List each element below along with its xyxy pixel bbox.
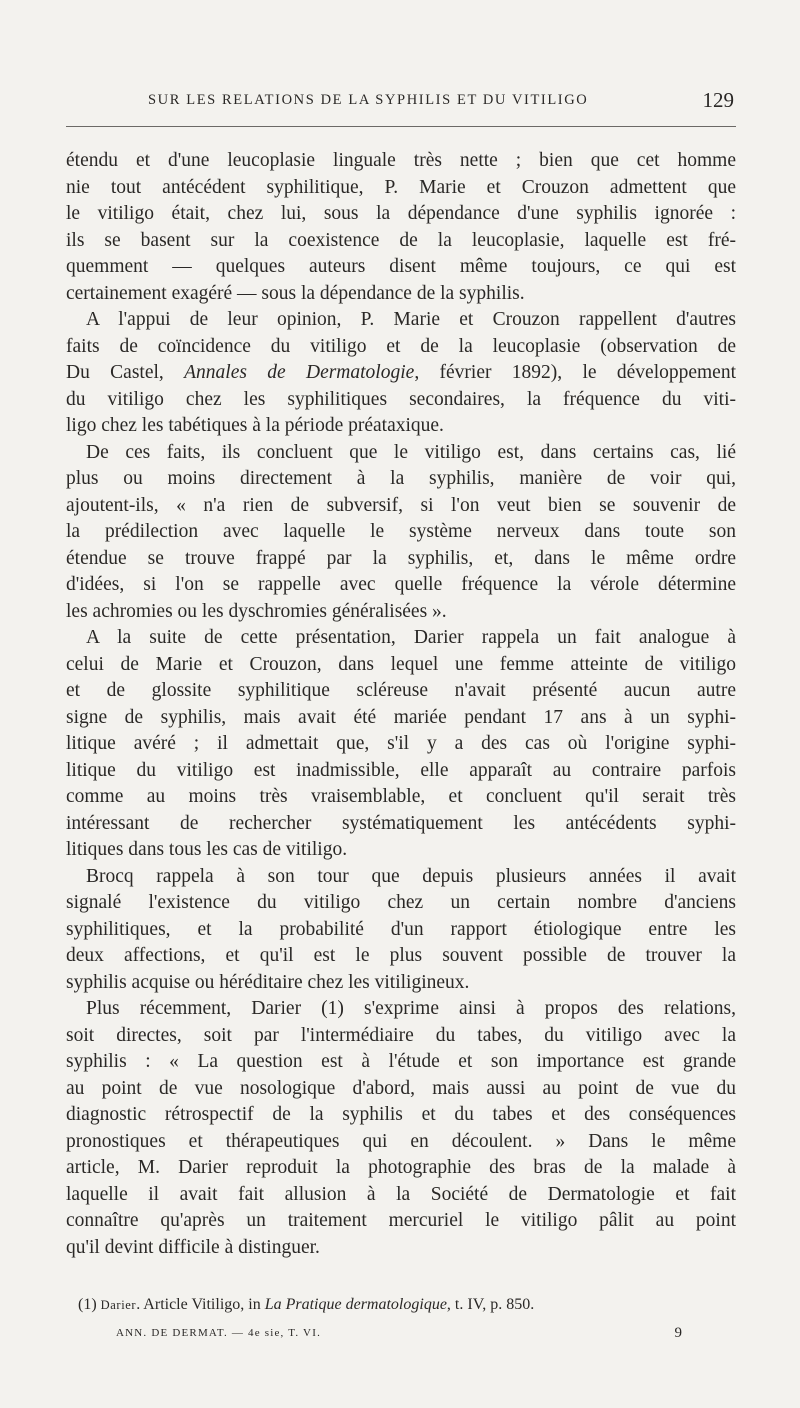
text-line: ils se basent sur la coexistence de la leucoplasie, laquelle est fré- — [66, 229, 736, 251]
text-line: intéressant de rechercher systématiquement les antécédents syphi- — [66, 812, 736, 834]
text-line: syphilitiques, et la probabilité d'un rapport étiologique entre les — [66, 918, 736, 940]
running-title: SUR LES RELATIONS DE LA SYPHILIS ET DU VITILIGO — [148, 92, 589, 108]
signature-line: ANN. DE DERMAT. — 4e sie, T. VI. — [116, 1327, 322, 1339]
text-line: qu'il devint difficile à distinguer. — [66, 1236, 320, 1258]
text-line: le vitiligo était, chez lui, sous la dépendance d'une syphilis ignorée : — [66, 203, 736, 224]
text-line: du vitiligo chez les syphilitiques secondaires, la fréquence du viti- — [66, 388, 736, 410]
footnote-text-post: , t. IV, p. 850. — [446, 1296, 535, 1313]
text-line: syphilis : « La question est à l'étude et son importance est grande — [66, 1051, 736, 1072]
text-line: laquelle il avait fait allusion à la Société de Dermatologie et fait — [66, 1183, 736, 1205]
signature-number: 9 — [674, 1325, 682, 1341]
text-line: syphilis acquise ou héréditaire chez les vitiligineux. — [66, 971, 470, 993]
footnote-title: La Pratique dermatologique — [264, 1296, 447, 1313]
text-line: diagnostic rétrospectif de la syphilis et du tabes et des conséquences — [66, 1104, 736, 1125]
text-line: au point de vue nosologique d'abord, mais aussi au point de vue du — [66, 1077, 736, 1099]
text-line: A l'appui de leur opinion, P. Marie et Crouzon rappellent d'autres — [86, 309, 736, 330]
page-number: 129 — [702, 88, 734, 112]
signature-footer — [116, 1325, 682, 1345]
text-line: ajoutent-ils, « n'a rien de subversif, si l'on veut bien se souvenir de — [66, 494, 736, 516]
text-line: celui de Marie et Crouzon, dans lequel une femme atteinte de vitiligo — [66, 653, 736, 675]
text-line: d'idées, si l'on se rappelle avec quelle fréquence la vérole détermine — [66, 574, 736, 595]
text-line: Plus récemment, Darier (1) s'exprime ainsi à propos des relations, — [86, 998, 736, 1019]
text-line: certainement exagéré — sous la dépendance de la syphilis. — [66, 282, 525, 304]
journal-title: Annales de Dermatologie — [184, 362, 415, 383]
text-line: étendue se trouve frappé par la syphilis, et, dans le même ordre — [66, 547, 736, 569]
text-line: les achromies ou les dyschromies généralisées ». — [66, 600, 447, 622]
footnote — [78, 1296, 534, 1314]
text-line: quemment — quelques auteurs disent même toujours, ce qui est — [66, 256, 736, 277]
footnote-text-pre: . Article Vitiligo, in — [136, 1296, 265, 1313]
text-line: De ces faits, ils concluent que le vitiligo est, dans certains cas, lié — [86, 441, 736, 463]
text-line: faits de coïncidence du vitiligo et de la leucoplasie (observation de — [66, 335, 736, 357]
running-header — [66, 88, 738, 118]
text-line — [66, 360, 736, 387]
text-line: comme au moins très vraisemblable, et concluent qu'il serait très — [66, 786, 736, 807]
text-line: et de glossite syphilitique scléreuse n'avait présenté aucun autre — [66, 680, 736, 701]
body-text — [66, 148, 736, 1261]
text-line: pronostiques et thérapeutiques qui en découlent. » Dans le même — [66, 1130, 736, 1152]
text-line: litique du vitiligo est inadmissible, elle apparaît au contraire parfois — [66, 759, 736, 781]
text-line: litiques dans tous les cas de vitiligo. — [66, 839, 348, 860]
text-line: étendu et d'une leucoplasie linguale très nette ; bien que cet homme — [66, 150, 736, 171]
text-line: Brocq rappela à son tour que depuis plusieurs années il avait — [86, 865, 736, 887]
footnote-marker: (1) — [78, 1296, 101, 1313]
text-line: article, M. Darier reproduit la photographie des bras de la malade à — [66, 1157, 736, 1178]
text-line: connaître qu'après un traitement mercuriel le vitiligo pâlit au point — [66, 1210, 736, 1231]
text-line-part: Du Castel, — [66, 362, 185, 383]
text-line: ligo chez les tabétiques à la période préataxique. — [66, 415, 444, 436]
text-line: nie tout antécédent syphilitique, P. Marie et Crouzon admettent que — [66, 176, 736, 198]
text-line: litique avéré ; il admettait que, s'il y a des cas où l'origine syphi- — [66, 733, 736, 754]
header-rule — [66, 126, 736, 127]
text-line: soit directes, soit par l'intermédiaire du tabes, du vitiligo avec la — [66, 1024, 736, 1046]
text-line: signe de syphilis, mais avait été mariée pendant 17 ans à un syphi- — [66, 706, 736, 728]
text-line: plus ou moins directement à la syphilis, manière de voir qui, — [66, 468, 736, 489]
text-line: signalé l'existence du vitiligo chez un certain nombre d'anciens — [66, 892, 736, 913]
text-line: la prédilection avec laquelle le système nerveux dans toute son — [66, 521, 736, 542]
text-line: deux affections, et qu'il est le plus souvent possible de trouver la — [66, 945, 736, 966]
text-line-part: , février 1892), le développement — [414, 362, 736, 383]
text-line: A la suite de cette présentation, Darier rappela un fait analogue à — [86, 627, 736, 648]
footnote-author: Darier — [100, 1298, 137, 1312]
